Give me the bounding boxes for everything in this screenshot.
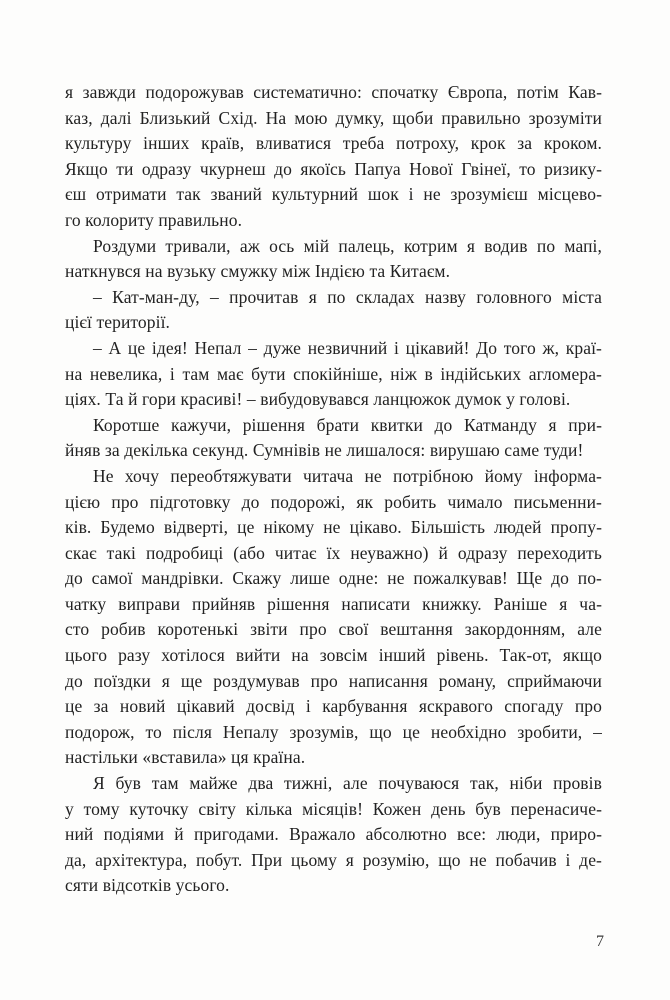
paragraph <box>65 234 602 285</box>
text-line: Якщо ти одразу чкурнеш до якоїсь Папуа Нової Гвінеї, то ризику- <box>65 158 602 179</box>
paragraph <box>65 336 602 413</box>
paragraph <box>65 80 602 234</box>
text-line: каз, далі Близький Схід. На мою думку, щоби правильно зрозуміти <box>65 107 602 128</box>
text-line: – А це ідея! Непал – дуже незвичний і цікавий! До того ж, краї- <box>93 337 602 358</box>
text-line: – Кат-ман-ду, – прочитав я по складах назву головного міста <box>93 286 602 307</box>
page-text-block <box>65 80 602 899</box>
paragraph <box>65 285 602 336</box>
text-line: на невелика, і там має бути спокійніше, ніж в індійських агломера- <box>65 363 602 384</box>
paragraph <box>65 413 602 464</box>
text-line: наткнувся на вузьку смужку між Індією та Китаєм. <box>65 261 451 282</box>
text-line: я завжди подорожував систематично: спочатку Європа, потім Кав- <box>65 82 602 102</box>
text-line: ний подіями й пригодами. Вражало абсолютно все: люди, приро- <box>65 824 602 845</box>
text-line: да, архітектура, побут. При цьому я розумію, що не побачив і де- <box>65 849 602 870</box>
text-line: сто робив коротенькі звіти про свої вештання закордонням, але <box>65 619 602 640</box>
text-line: подорож, то після Непалу зрозумів, що це необхідно зробити, – <box>65 721 602 742</box>
text-line: скає такі подробиці (або читає їх неуважно) й одразу переходить <box>65 542 602 563</box>
text-line: до поїздки я ще роздумував про написання роману, сприймаючи <box>65 670 602 691</box>
text-line: Не хочу переобтяжувати читача не потрібною йому інформа- <box>93 465 602 486</box>
text-line: у тому куточку світу кілька місяців! Кожен день був перенасиче- <box>65 798 602 819</box>
text-line: чатку виправи прийняв рішення написати книжку. Раніше я ча- <box>65 593 602 614</box>
text-line: це за новий цікавий досвід і карбування яскравого спогаду про <box>65 696 602 717</box>
text-line: йняв за декілька секунд. Сумнівів не лишалося: вирушаю саме туди! <box>65 440 584 461</box>
text-line: Коротше кажучи, рішення брати квитки до Катманду я при- <box>93 414 602 435</box>
text-line: цього разу хотілося вийти на зовсім інший рівень. Так-от, якщо <box>65 645 602 666</box>
text-line: Роздуми тривали, аж ось мій палець, котрим я водив по мапі, <box>93 235 602 256</box>
text-line: цієї території. <box>65 312 171 333</box>
text-line: єш отримати так званий культурний шок і не зрозумієш місцево- <box>65 184 602 205</box>
text-line: цією про підготовку до подорожі, як робить чимало письменни- <box>65 491 602 512</box>
text-line: до самої мандрівки. Скажу лише одне: не пожалкував! Ще до по- <box>65 568 602 589</box>
text-line: культуру інших країв, вливатися треба потроху, крок за кроком. <box>65 133 602 154</box>
paragraph <box>65 464 602 771</box>
page-number: 7 <box>596 933 604 950</box>
text-line: го колориту правильно. <box>65 209 243 230</box>
text-line: настільки «вставила» ця країна. <box>65 747 306 768</box>
text-line: ціях. Та й гори красиві! – вибудовувався ланцюжок думок у голові. <box>65 389 571 410</box>
text-line: сяти відсотків усього. <box>65 875 230 896</box>
paragraph <box>65 771 602 899</box>
text-line: ків. Будемо відверті, це нікому не цікаво. Більшість людей пропу- <box>65 517 602 538</box>
text-line: Я був там майже два тижні, але почуваюся так, ніби провів <box>93 773 602 794</box>
